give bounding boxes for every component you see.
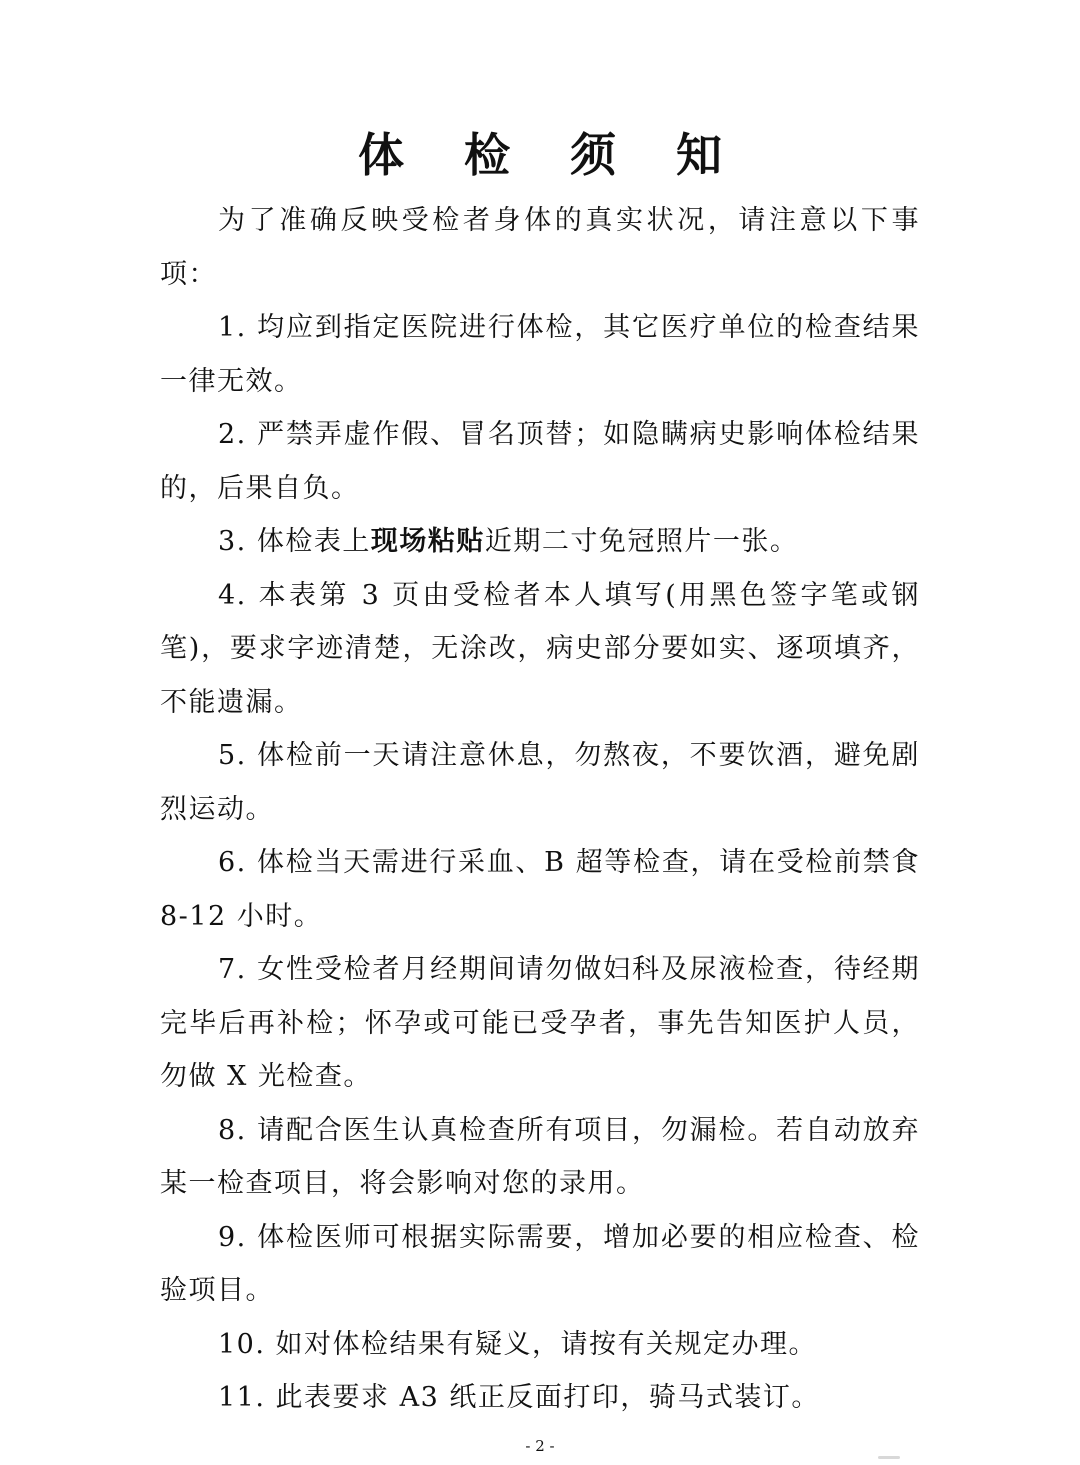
notice-item-3-text-after: 近期二寸免冠照片一张。 <box>484 526 799 557</box>
notice-item-8: 8. 请配合医生认真检查所有项目，勿漏检。若自动放弃某一检查项目，将会影响对您的录用。 <box>160 1114 920 1199</box>
page-number: - 2 - <box>525 1437 555 1455</box>
notice-item-9: 9. 体检医师可根据实际需要，增加必要的相应检查、检验项目。 <box>160 1221 920 1306</box>
intro-paragraph: 为了准确反映受检者身体的真实状况，请注意以下事项： <box>160 205 920 290</box>
document-body <box>160 194 920 1425</box>
notice-item-4: 4. 本表第 3 页由受检者本人填写(用黑色签字笔或钢笔)，要求字迹清楚，无涂改，病史部分要如实、逐项填齐，不能遗漏。 <box>160 579 920 718</box>
page-title: 体 检 须 知 <box>357 128 745 182</box>
notice-item-3-emphasis: 现场粘贴 <box>370 526 485 557</box>
notice-item-2: 2. 严禁弄虚作假、冒名顶替；如隐瞒病史影响体检结果的，后果自负。 <box>160 419 920 504</box>
notice-item-7: 7. 女性受检者月经期间请勿做妇科及尿液检查，待经期完毕后再补检；怀孕或可能已受孕者，事先告知医护人员，勿做 X 光检查。 <box>160 954 920 1092</box>
notice-item-1: 1. 均应到指定医院进行体检，其它医疗单位的检查结果一律无效。 <box>160 312 920 397</box>
notice-item-10: 10. 如对体检结果有疑义，请按有关规定办理。 <box>218 1328 818 1360</box>
notice-item-11: 11. 此表要求 A3 纸正反面打印，骑马式装订。 <box>218 1382 820 1413</box>
notice-item-3-text-before: 3. 体检表上 <box>218 526 371 557</box>
corner-mark <box>878 1456 900 1459</box>
notice-item-5: 5. 体检前一天请注意休息，勿熬夜，不要饮酒，避免剧烈运动。 <box>160 740 920 825</box>
notice-item-6: 6. 体检当天需进行采血、B 超等检查，请在受检前禁食 8-12 小时。 <box>160 847 920 932</box>
notice-item-3 <box>160 515 920 569</box>
